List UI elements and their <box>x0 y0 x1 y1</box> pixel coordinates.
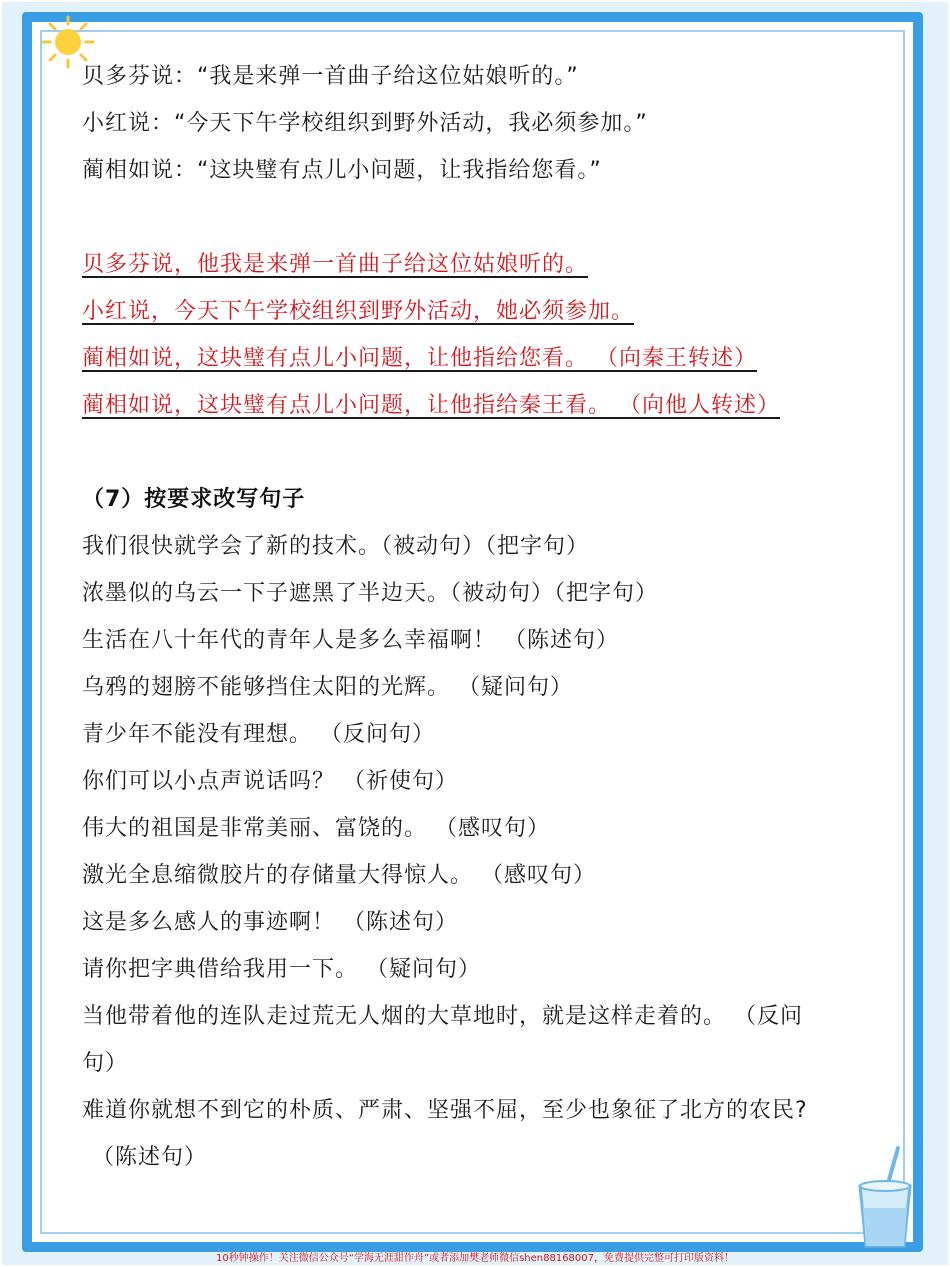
exercise-line: 请你把字典借给我用一下。 （疑问句） <box>82 957 481 982</box>
original-sentence: 贝多芬说：“我是来弹一首曲子给这位姑娘听的。” <box>82 64 579 89</box>
exercise-line: 伟大的祖国是非常美丽、富饶的。 （感叹句） <box>82 816 550 841</box>
exercise-line: 我们很快就学会了新的技术。（被动句）（把字句） <box>82 534 590 559</box>
exercise-line: 当他带着他的连队走过荒无人烟的大草地时，就是这样走着的。 （反问 <box>82 1004 803 1029</box>
exercise-line: 句） <box>82 1051 129 1076</box>
exercise-line: 浓墨似的乌云一下子遮黑了半边天。（被动句）（把字句） <box>82 581 659 606</box>
exercise-line: 你们可以小点声说话吗？ （祈使句） <box>82 769 458 794</box>
answer-line: 蔺相如说，这块璧有点儿小问题，让他指给秦王看。 （向他人转述） <box>82 393 780 418</box>
exercise-line: 这是多么感人的事迹啊！ （陈述句） <box>82 910 458 935</box>
drinking-glass-icon <box>852 1142 918 1250</box>
exercise-line: 生活在八十年代的青年人是多么幸福啊！ （陈述句） <box>82 628 619 653</box>
answer-line: 小红说，今天下午学校组织到野外活动，她必须参加。 <box>82 299 635 324</box>
original-sentence: 小红说：“今天下午学校组织到野外活动，我必须参加。” <box>82 111 648 136</box>
answer-line: 蔺相如说，这块璧有点儿小问题，让他指给您看。 （向秦王转述） <box>82 346 757 371</box>
exercise-line: （陈述句） <box>92 1145 208 1170</box>
exercise-line: 乌鸦的翅膀不能够挡住太阳的光辉。 （疑问句） <box>82 675 573 700</box>
exercise-line: 难道你就想不到它的朴质、严肃、坚强不屈，至少也象征了北方的农民? <box>82 1098 808 1123</box>
original-sentence: 蔺相如说：“这块璧有点儿小问题，让我指给您看。” <box>82 158 602 183</box>
exercise-line: 青少年不能没有理想。 （反问句） <box>82 722 435 747</box>
footer-notice: 10秒钟操作！关注微信公众号“学海无涯甜作舟”或者添加樊老师微信shen88168007，免费提供完整可打印版资料！ <box>215 1253 735 1264</box>
answer-line: 贝多芬说，他我是来弹一首曲子给这位姑娘听的。 <box>82 252 589 277</box>
exercise-line: 激光全息缩微胶片的存储量大得惊人。 （感叹句） <box>82 863 596 888</box>
section-title: （7）按要求改写句子 <box>82 487 306 512</box>
